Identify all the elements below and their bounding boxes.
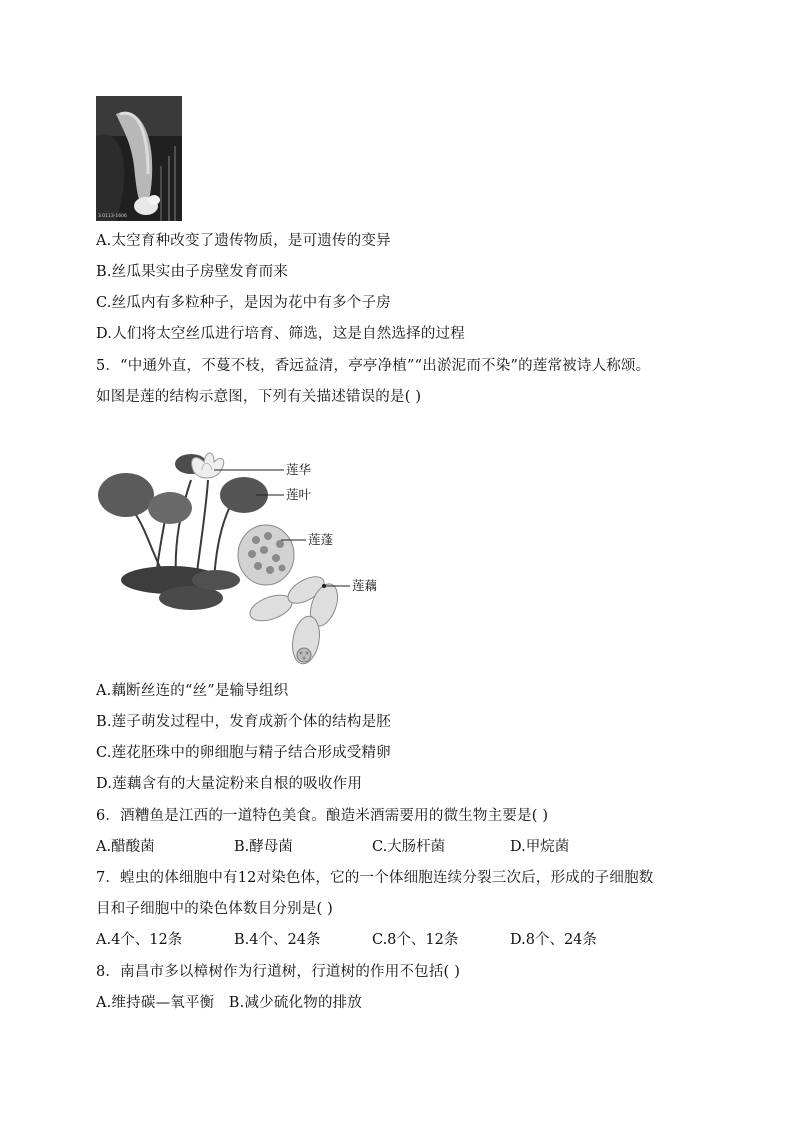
label-leaf: 莲叶	[286, 487, 312, 502]
q7-option-b: B.4个、24条	[234, 932, 321, 948]
q7-option-c: C.8个、12条	[372, 932, 459, 948]
q5-option-d: D.莲藕含有的大量淀粉来自根的吸收作用	[96, 776, 363, 792]
photo-watermark: 3.0113-1606	[98, 214, 127, 219]
q5-option-b: B.莲子萌发过程中，发育成新个体的结构是胚	[96, 714, 391, 730]
q8-stem: 8．南昌市多以樟树作为行道树，行道树的作用不包括( )	[96, 964, 461, 980]
q8-options-line: A.维持碳—氧平衡 B.减少硫化物的排放	[96, 995, 363, 1011]
q6-stem: 6．酒糟鱼是江西的一道特色美食。酿造米酒需要用的微生物主要是( )	[96, 808, 549, 824]
q6-option-c: C.大肠杆菌	[372, 839, 446, 855]
loofah-image	[96, 96, 182, 221]
lotus-illustration	[96, 440, 396, 670]
label-seedpod: 莲蓬	[308, 532, 334, 547]
q7-stem-line1: 7．蝗虫的体细胞中有12对染色体，它的一个体细胞连续分裂三次后，形成的子细胞数	[96, 870, 654, 886]
q7-option-d: D.8个、24条	[510, 932, 597, 948]
label-rhizome: 莲藕	[352, 578, 378, 593]
q5-option-a: A.藕断丝连的“丝”是输导组织	[96, 683, 289, 699]
q7-option-a: A.4个、12条	[96, 932, 183, 948]
q4-option-c: C.丝瓜内有多粒种子，是因为花中有多个子房	[96, 295, 391, 311]
q5-stem-line1: 5．“中通外直，不蔓不枝，香远益清，亭亭净植”“出淤泥而不染”的莲常被诗人称颂。	[96, 358, 651, 374]
q4-option-a: A.太空育种改变了遗传物质，是可遗传的变异	[96, 233, 391, 249]
q6-option-b: B.酵母菌	[234, 839, 293, 855]
q4-option-d: D.人们将太空丝瓜进行培育、筛选，这是自然选择的过程	[96, 326, 465, 342]
q6-option-a: A.醋酸菌	[96, 839, 155, 855]
space-loofah-photo	[96, 96, 182, 221]
q7-stem-line2: 目和子细胞中的染色体数目分别是( )	[96, 901, 334, 917]
label-flower: 莲华	[286, 462, 312, 477]
q5-option-c: C.莲花胚珠中的卵细胞与精子结合形成受精卵	[96, 745, 391, 761]
q6-option-d: D.甲烷菌	[510, 839, 570, 855]
q5-stem-line2: 如图是莲的结构示意图，下列有关描述错误的是( )	[96, 389, 422, 405]
lotus-structure-diagram	[96, 440, 396, 670]
q4-option-b: B.丝瓜果实由子房壁发育而来	[96, 264, 289, 280]
